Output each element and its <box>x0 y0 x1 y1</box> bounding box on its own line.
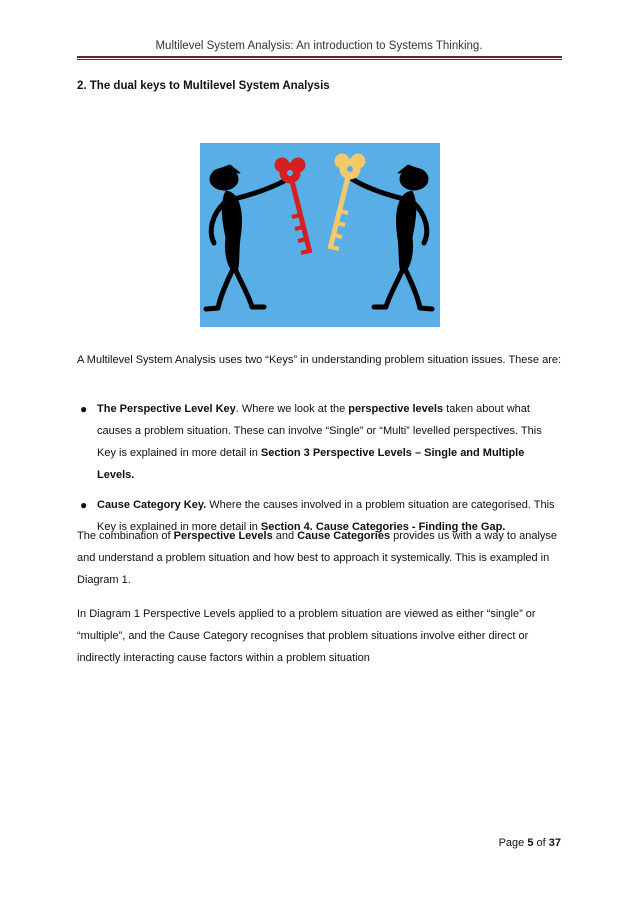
header-rule-thin <box>77 59 562 60</box>
header-rule <box>77 56 562 58</box>
body-text: Where the causes involved in a problem situation are categorised. This Key is explained in more detail in <box>97 499 555 533</box>
left-person-figure <box>206 165 288 309</box>
of-label: of <box>533 837 549 849</box>
page-number: 5 <box>527 837 534 849</box>
running-header: Multilevel System Analysis: An introduction to Systems Thinking. <box>155 40 483 52</box>
combination-paragraph <box>77 525 563 591</box>
diagram-paragraph: In Diagram 1 Perspective Levels applied to a problem situation are viewed as either “single” or “multiple”, and the Cause Category recognises that problem situations involve either direct or indirectly interacting cause factors within a problem situation <box>77 608 536 664</box>
page-footer <box>499 837 561 849</box>
yellow-key-icon <box>330 154 365 249</box>
red-key-icon <box>275 158 310 253</box>
body-text: taken about what causes a problem situation. These can involve “Single” or “Multi” levelled perspectives. This Key is explained in more detail in <box>97 403 542 459</box>
bold-text: Cause Category Key. <box>97 499 207 511</box>
intro-paragraph: A Multilevel System Analysis uses two “Keys” in understanding problem situation issues. These are: <box>77 354 562 366</box>
page-label: Page <box>498 837 528 849</box>
bullet-icon: ● <box>80 402 88 416</box>
bold-text: perspective levels <box>348 403 444 415</box>
right-person-figure <box>352 165 432 309</box>
body-text: provides us with a way to analyse and understand a problem situation and how best to approach it systemically. This is exampled in Diagram 1. <box>77 530 558 586</box>
dual-keys-illustration <box>200 143 440 327</box>
section-title: 2. The dual keys to Multilevel System Analysis <box>77 80 330 92</box>
bold-text: The Perspective Level Key <box>97 403 236 415</box>
bold-text: Cause Categories <box>297 530 391 542</box>
bullet-icon: ● <box>80 498 88 512</box>
bold-text: Perspective Levels <box>173 530 273 542</box>
body-text: The combination of <box>77 530 174 542</box>
page-total: 37 <box>548 837 561 849</box>
bullet-list <box>77 398 563 546</box>
bold-text: Section 3 Perspective Levels – Single and Multiple Levels. <box>97 447 525 481</box>
list-item <box>77 398 563 486</box>
body-text: . Where we look at the <box>235 403 349 415</box>
bold-text: Section 4. Cause Categories - Finding the Gap. <box>260 521 506 533</box>
body-text: and <box>272 530 298 542</box>
